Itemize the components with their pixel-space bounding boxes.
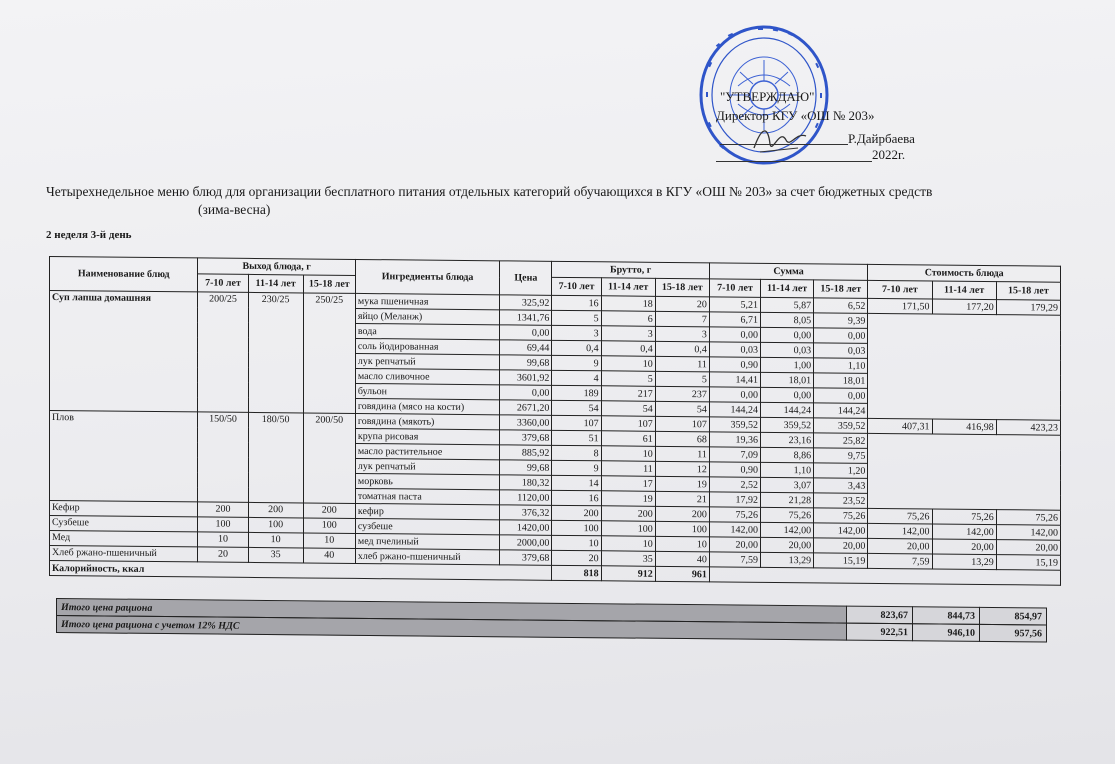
ingredient-sum: 7,09 (709, 447, 760, 462)
ingredient-sum: 0,00 (709, 387, 760, 402)
ingredient-sum: 7,59 (709, 552, 760, 567)
ingredient-brutto: 0,4 (552, 340, 601, 355)
dish-cost: 75,26 (996, 510, 1060, 526)
ingredient-price: 1120,00 (500, 490, 552, 506)
ingredient-brutto: 10 (601, 356, 655, 372)
ingredient-price: 0,00 (500, 325, 552, 341)
ingredient-sum: 144,24 (761, 402, 814, 418)
ingredient-sum: 1,10 (761, 462, 814, 478)
ingredient-sum: 6,71 (709, 312, 760, 327)
approval-name: Р.Дайрбаева (848, 131, 915, 146)
ingredient-brutto: 107 (552, 415, 601, 430)
total-label: Итого цена рациона (57, 599, 847, 624)
ingredient-brutto: 200 (552, 505, 601, 520)
header-cost-age-3: 15-18 лет (996, 282, 1060, 301)
dish-cost: 142,00 (932, 524, 996, 540)
calories-value: 818 (552, 565, 601, 580)
ingredient-sum: 9,75 (814, 448, 868, 464)
ingredient-brutto: 40 (655, 551, 709, 567)
ingredient-sum: 359,52 (709, 417, 760, 432)
ingredient-brutto: 61 (601, 431, 655, 447)
header-output: Выход блюда, г (198, 258, 355, 276)
ingredient-name: бульон (355, 383, 499, 399)
total-value: 946,10 (913, 624, 980, 642)
dish-cost: 13,29 (932, 554, 996, 570)
ingredient-sum: 21,28 (761, 492, 814, 508)
ingredient-price: 2000,00 (500, 535, 552, 551)
total-label: Итого цена рациона с учетом 12% НДС (57, 616, 847, 641)
ingredient-sum: 142,00 (709, 522, 760, 537)
dish-output: 10 (248, 532, 303, 548)
ingredient-sum: 3,07 (761, 477, 814, 493)
dish-cost: 179,29 (996, 300, 1060, 316)
approval-heading: "УТВЕРЖДАЮ" (720, 89, 815, 104)
dish-cost: 20,00 (996, 540, 1060, 556)
ingredient-brutto: 20 (552, 550, 601, 565)
ingredient-brutto: 8 (552, 445, 601, 460)
ingredient-name: кефир (355, 503, 499, 519)
ingredient-sum: 6,52 (814, 298, 868, 314)
dish-cost: 142,00 (996, 525, 1060, 541)
dish-output: 100 (303, 518, 355, 534)
ingredient-sum: 23,52 (814, 493, 868, 509)
ingredient-brutto: 3 (655, 326, 709, 342)
ingredient-name: мука пшеничная (355, 293, 499, 309)
ingredient-sum: 359,52 (761, 417, 814, 433)
ingredient-sum: 8,86 (761, 447, 814, 463)
ingredient-price: 0,00 (500, 385, 552, 401)
ingredient-name: говядина (мясо на кости) (355, 398, 499, 414)
dish-name: Хлеб ржано-пшеничный (50, 546, 198, 562)
ingredient-sum: 0,00 (814, 328, 868, 344)
ingredient-sum: 359,52 (814, 418, 868, 434)
dish-name: Сузбеше (50, 516, 198, 532)
dish-cost: 7,59 (868, 553, 932, 569)
ingredient-sum: 5,87 (761, 297, 814, 313)
header-ingredients: Ингредиенты блюда (355, 259, 499, 294)
ingredient-brutto: 200 (655, 506, 709, 522)
header-brutto-age-2: 11-14 лет (601, 278, 655, 297)
calories-blank (709, 567, 1060, 585)
total-value: 922,51 (847, 623, 913, 641)
ingredient-price: 325,92 (500, 295, 552, 311)
ingredient-brutto: 200 (601, 506, 655, 522)
ingredient-price: 1341,76 (500, 310, 552, 326)
ingredient-name: масло сливочное (355, 368, 499, 384)
ingredient-sum: 8,05 (761, 312, 814, 328)
dish-cost: 75,26 (932, 509, 996, 525)
ingredient-brutto: 11 (655, 446, 709, 462)
ingredient-price: 3601,92 (500, 370, 552, 386)
ingredient-brutto: 10 (655, 536, 709, 552)
total-value: 854,97 (980, 607, 1047, 625)
ingredient-sum: 0,03 (709, 342, 760, 357)
ingredient-sum: 14,41 (709, 372, 760, 387)
dish-output: 200 (303, 503, 355, 519)
ingredient-brutto: 0,4 (655, 341, 709, 357)
ingredient-brutto: 9 (552, 355, 601, 370)
total-value: 844,73 (913, 607, 980, 625)
dish-name: Мед (50, 531, 198, 547)
dish-name: Суп лапша домашняя (50, 291, 198, 412)
ingredient-brutto: 6 (601, 311, 655, 327)
ingredient-sum: 15,19 (814, 553, 868, 569)
ingredient-brutto: 100 (655, 521, 709, 537)
ingredient-brutto: 217 (601, 386, 655, 402)
ingredient-sum: 20,00 (761, 537, 814, 553)
ingredient-brutto: 17 (601, 476, 655, 492)
dish-output: 150/50 (198, 412, 248, 502)
ingredient-sum: 0,00 (814, 388, 868, 404)
header-sum-age-1: 7-10 лет (709, 279, 760, 297)
signature-line (720, 144, 848, 145)
ingredient-brutto: 54 (601, 401, 655, 417)
ingredient-price: 376,32 (500, 505, 552, 521)
title-line-2: (зима-весна) (198, 202, 271, 217)
dish-cost: 20,00 (932, 539, 996, 555)
dish-cost: 171,50 (868, 298, 932, 314)
header-output-age-3: 15-18 лет (303, 275, 355, 294)
ingredient-sum: 144,24 (709, 402, 760, 417)
document-title (46, 183, 1076, 219)
ingredient-sum: 0,90 (709, 462, 760, 477)
ingredient-brutto: 189 (552, 385, 601, 400)
header-cost-age-1: 7-10 лет (868, 280, 932, 299)
ingredient-price: 69,44 (500, 340, 552, 356)
ingredient-name: вода (355, 323, 499, 339)
ingredient-sum: 17,92 (709, 492, 760, 507)
menu-table (49, 256, 1061, 586)
ingredient-sum: 3,43 (814, 478, 868, 494)
approval-position: Директор КГУ «ОШ № 203» (716, 108, 875, 123)
ingredient-brutto: 11 (655, 356, 709, 372)
ingredient-brutto: 237 (655, 386, 709, 402)
ingredient-sum: 25,82 (814, 433, 868, 449)
header-output-age-2: 11-14 лет (248, 274, 303, 293)
ingredient-brutto: 3 (552, 325, 601, 340)
ingredient-brutto: 19 (601, 491, 655, 507)
dish-output: 10 (303, 533, 355, 549)
dish-output: 10 (198, 532, 248, 547)
ingredient-price: 379,68 (500, 550, 552, 566)
dish-name: Кефир (50, 501, 198, 517)
ingredient-sum: 75,26 (761, 507, 814, 523)
calories-value: 961 (655, 566, 709, 582)
ingredient-brutto: 10 (601, 446, 655, 462)
ingredient-sum: 0,00 (761, 387, 814, 403)
total-value: 823,67 (847, 606, 913, 624)
ingredient-price: 180,32 (500, 475, 552, 491)
ingredient-price: 2671,20 (500, 400, 552, 416)
dish-output: 230/25 (248, 292, 303, 413)
ingredient-sum: 5,21 (709, 297, 760, 312)
dish-output: 35 (248, 547, 303, 563)
ingredient-name: лук репчатый (355, 458, 499, 474)
ingredient-name: морковь (355, 473, 499, 489)
ingredient-sum: 0,03 (761, 342, 814, 358)
header-price: Цена (500, 261, 552, 296)
ingredient-brutto: 51 (552, 430, 601, 445)
ingredient-brutto: 11 (601, 461, 655, 477)
ingredient-name: говядина (мякоть) (355, 413, 499, 429)
ingredient-sum: 1,10 (814, 358, 868, 374)
calories-label: Калорийность, ккал (50, 561, 552, 581)
ingredient-sum: 142,00 (814, 523, 868, 539)
dish-output: 40 (303, 548, 355, 564)
dish-cost: 142,00 (868, 523, 932, 539)
ingredient-sum: 0,90 (709, 357, 760, 372)
dish-output: 200 (248, 502, 303, 518)
header-brutto-age-1: 7-10 лет (552, 277, 601, 295)
ingredient-brutto: 5 (601, 371, 655, 387)
dish-name: Плов (50, 411, 198, 502)
ingredient-sum: 142,00 (761, 522, 814, 538)
ingredient-brutto: 35 (601, 551, 655, 567)
header-brutto-age-3: 15-18 лет (655, 278, 709, 297)
date-line (716, 161, 872, 162)
ingredient-sum: 13,29 (761, 552, 814, 568)
dish-cost: 423,23 (996, 420, 1060, 436)
dish-cost: 416,98 (932, 419, 996, 435)
ingredient-price: 885,92 (500, 445, 552, 461)
ingredient-brutto: 5 (552, 310, 601, 325)
ingredient-name: масло растительное (355, 443, 499, 459)
ingredient-brutto: 16 (552, 295, 601, 310)
dish-cost: 75,26 (868, 508, 932, 524)
ingredient-sum: 144,24 (814, 403, 868, 419)
ingredient-brutto: 16 (552, 490, 601, 505)
ingredient-sum: 23,16 (761, 432, 814, 448)
dish-cost: 407,31 (868, 418, 932, 434)
ingredient-name: томатная паста (355, 488, 499, 504)
ingredient-brutto: 10 (601, 536, 655, 552)
ingredient-sum: 0,00 (761, 327, 814, 343)
approval-date: 2022г. (872, 147, 906, 162)
header-brutto: Брутто, г (552, 261, 709, 279)
header-output-age-1: 7-10 лет (198, 274, 248, 292)
ingredient-name: лук репчатый (355, 353, 499, 369)
ingredient-sum: 75,26 (709, 507, 760, 522)
ingredient-sum: 1,00 (761, 357, 814, 373)
totals-table (56, 598, 1047, 643)
ingredient-brutto: 54 (655, 401, 709, 417)
ingredient-brutto: 107 (655, 416, 709, 432)
ingredient-brutto: 107 (601, 416, 655, 432)
ingredient-brutto: 68 (655, 431, 709, 447)
ingredient-sum: 18,01 (761, 372, 814, 388)
dish-cost: 20,00 (868, 538, 932, 554)
ingredient-sum: 20,00 (709, 537, 760, 552)
ingredient-name: мед пчелиный (355, 533, 499, 549)
dish-output: 250/25 (303, 293, 355, 414)
ingredient-name: соль йодированная (355, 338, 499, 354)
ingredient-sum: 0,00 (709, 327, 760, 342)
ingredient-brutto: 4 (552, 370, 601, 385)
header-cost-age-2: 11-14 лет (932, 281, 996, 300)
title-line-1: Четырехнедельное меню блюд для организации бесплатного питания отдельных категорий обучающихся в КГУ «ОШ № 203» за счет бюджетных средств (46, 184, 933, 199)
ingredient-price: 3360,00 (500, 415, 552, 431)
header-sum-age-3: 15-18 лет (814, 280, 868, 299)
ingredient-brutto: 100 (552, 520, 601, 535)
ingredient-sum: 18,01 (814, 373, 868, 389)
dish-output: 20 (198, 547, 248, 562)
header-sum-age-2: 11-14 лет (761, 279, 814, 298)
ingredient-price: 99,68 (500, 355, 552, 371)
dish-cost: 177,20 (932, 299, 996, 315)
header-dish: Наименование блюд (50, 257, 198, 292)
ingredient-price: 1420,00 (500, 520, 552, 536)
ingredient-name: яйцо (Меланж) (355, 308, 499, 324)
ingredient-sum: 19,36 (709, 432, 760, 447)
ingredient-brutto: 12 (655, 461, 709, 477)
dish-output: 100 (198, 517, 248, 532)
dish-cost-blank (868, 313, 1061, 420)
ingredient-sum: 20,00 (814, 538, 868, 554)
ingredient-brutto: 5 (655, 371, 709, 387)
ingredient-brutto: 54 (552, 400, 601, 415)
dish-cost-blank (868, 433, 1061, 510)
ingredient-brutto: 100 (601, 521, 655, 537)
header-sum: Сумма (709, 263, 867, 281)
dish-output: 100 (248, 517, 303, 533)
ingredient-price: 379,68 (500, 430, 552, 446)
ingredient-brutto: 9 (552, 460, 601, 475)
header-cost: Стоимость блюда (868, 264, 1061, 282)
ingredient-sum: 2,52 (709, 477, 760, 492)
ingredient-brutto: 0,4 (601, 341, 655, 357)
ingredient-name: сузбеше (355, 518, 499, 534)
dish-output: 180/50 (248, 412, 303, 503)
ingredient-name: крупа рисовая (355, 428, 499, 444)
ingredient-brutto: 10 (552, 535, 601, 550)
ingredient-sum: 0,03 (814, 343, 868, 359)
ingredient-brutto: 19 (655, 476, 709, 492)
ingredient-sum: 9,39 (814, 313, 868, 329)
calories-value: 912 (601, 566, 655, 582)
dish-output: 200/25 (198, 292, 248, 412)
ingredient-brutto: 3 (601, 326, 655, 342)
ingredient-price: 99,68 (500, 460, 552, 476)
dish-output: 200/50 (303, 413, 355, 504)
ingredient-sum: 1,20 (814, 463, 868, 479)
ingredient-sum: 75,26 (814, 508, 868, 524)
ingredient-brutto: 18 (601, 296, 655, 312)
ingredient-name: хлеб ржано-пшеничный (355, 548, 499, 564)
ingredient-brutto: 21 (655, 491, 709, 507)
ingredient-brutto: 7 (655, 311, 709, 327)
ingredient-brutto: 20 (655, 296, 709, 312)
dish-output: 200 (198, 502, 248, 517)
week-day-label: 2 неделя 3-й день (46, 229, 132, 241)
dish-cost: 15,19 (996, 555, 1060, 571)
ingredient-brutto: 14 (552, 475, 601, 490)
total-value: 957,56 (980, 624, 1047, 642)
